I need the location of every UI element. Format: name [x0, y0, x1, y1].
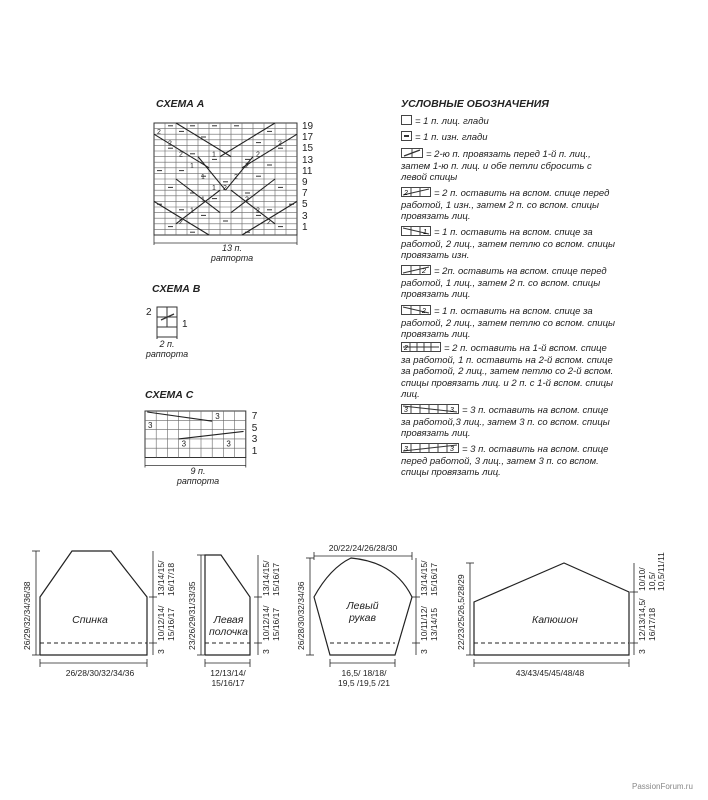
cell-symbol-number: 3	[181, 439, 187, 449]
cell-symbol-number: 2	[179, 218, 183, 226]
sleeve-right-top: 13/14/15/ 15/16/17	[419, 560, 439, 596]
schema-b-repeat-label: 2 п. раппорта	[145, 339, 189, 359]
cell-symbol-number: 2	[245, 162, 249, 170]
cell-symbol-number: 3	[215, 411, 220, 421]
schema-a-row-number: 3	[302, 210, 308, 222]
schema-a-row-number: 17	[302, 132, 314, 144]
schema-a-title: СХЕМА А	[156, 98, 205, 110]
schema-a-row-number: 19	[302, 121, 314, 132]
cell-symbol-number: 2	[168, 140, 172, 148]
svg-text:3: 3	[450, 446, 454, 453]
front-piece-label: Левая полочка	[209, 614, 248, 638]
legend-title: УСЛОВНЫЕ ОБОЗНАЧЕНИЯ	[401, 98, 549, 110]
legend-item-cross3b: 3 3 = 3 п. оставить на вспом. спице за работой,3 лиц., затем 3 п. со вспом. спицы провязать лиц.	[401, 405, 610, 439]
cell-symbol-number: 3	[226, 439, 231, 449]
back-piece-outline	[40, 551, 147, 655]
sleeve-right-mid: 10/11/12/ 13/14/15	[419, 606, 439, 641]
legend-item-slip: = 2-ю п. провязать перед 1-й п. лиц., затем 1-ю п. лиц. и обе петли сбросить с левой спицы	[401, 149, 592, 183]
back-dimension-lines	[32, 551, 157, 667]
sleeve-piece-label: Левый рукав	[346, 600, 379, 624]
svg-text:2: 2	[404, 190, 408, 197]
cell-symbol-number: 2	[278, 140, 282, 148]
legend-item-cross1b: 1 = 1 п. оставить на вспом. спице за работой, 2 лиц., затем петлю со вспом. спицы провязать изн.	[401, 227, 616, 261]
schema-a-row-number: 5	[302, 199, 308, 211]
front-bottom-width: 12/13/14/ 15/16/17	[210, 668, 246, 688]
svg-text:2: 2	[422, 268, 426, 275]
back-right-mid: 10/12/14/ 15/16/17	[156, 605, 176, 641]
schema-a-repeat-label: 13 п. раппорта	[210, 243, 254, 263]
cell-symbol-number: 2	[179, 151, 183, 159]
cell-symbol-number: 2	[223, 185, 227, 193]
cell-symbol-number: 2	[234, 174, 238, 181]
legend-item-cross2p: 2 = 2 п. оставить на вспом. спице перед работой, 1 изн., затем 2 п. со вспом. спицы провязать лиц.	[401, 188, 610, 222]
schema-c-title: СХЕМА С	[145, 389, 194, 401]
svg-text:3: 3	[404, 446, 408, 453]
schema-a-row-number: 7	[302, 188, 308, 200]
hood-piece-outline	[474, 563, 629, 655]
back-piece-label: Спинка	[72, 614, 108, 626]
hood-right-top: 10/10/ 10,5/ 10,5/11/11	[637, 552, 666, 591]
svg-text:3: 3	[404, 407, 408, 414]
cell-symbol-number: 1	[201, 174, 205, 181]
front-dimension-lines	[197, 555, 262, 667]
schema-b-title: СХЕМА В	[152, 283, 201, 295]
schema-a-row-number: 15	[302, 143, 314, 155]
legend-item-cross3f: 3 3 = 3 п. оставить на вспом. спице перед работой, 3 лиц., затем 3 п. со вспом. спицы провязать лиц.	[401, 444, 609, 478]
legend-item-purl: = 1 п. изн. глади	[401, 131, 616, 144]
schema-a-row-number: 13	[302, 154, 314, 166]
schema-c-row-number: 3	[251, 434, 258, 446]
svg-text:3: 3	[450, 407, 454, 414]
svg-text:2: 2	[404, 345, 408, 352]
back-right-top: 13/14/15/ 16/17/18	[156, 560, 176, 596]
schema-c-repeat-label: 9 п. раппорта	[176, 466, 220, 486]
schema-b-row-1: 1	[182, 319, 188, 330]
cell-symbol-number: 3	[148, 421, 153, 431]
svg-text:1: 1	[423, 229, 427, 236]
cell-symbol-number: 1	[201, 196, 205, 204]
cell-symbol-number: 2	[267, 218, 271, 226]
schema-a-row-number: 1	[302, 221, 308, 233]
legend-item-cross2f: 2 = 2п. оставить на вспом. спице перед работой, 1 лиц., затем 2 п. со вспом. спицы провязать лиц.	[401, 266, 607, 300]
cell-symbol-number: 2	[256, 151, 260, 159]
schema-a-row-number: 9	[302, 177, 308, 188]
back-bottom-width: 26/28/30/32/34/36	[65, 668, 135, 678]
legend-item-cross1bk: 2 = 1 п. оставить на вспом. спице за работой, 2 лиц., затем петлю со вспом. спицы провязать лиц.	[401, 306, 616, 340]
hood-left-height: 22/23/25/26,5/28/29	[456, 574, 466, 650]
front-left-height: 23/26/29/31/33/35	[187, 581, 197, 650]
schema-b-row-2: 2	[146, 307, 152, 318]
cell-symbol-number: 1	[190, 207, 194, 215]
hood-right-mid: 12/13/14,5/ 16/17/18	[637, 598, 657, 641]
cell-symbol-number: 1	[212, 185, 216, 193]
schema-a-row-number: 11	[302, 165, 313, 177]
sleeve-bottom-width: 16,5/ 18/18/ 19,5 /19,5 /21	[338, 668, 390, 688]
legend-item-knit: = 1 п. лиц. глади	[401, 115, 616, 128]
cell-symbol-number: 2	[256, 207, 260, 215]
sleeve-right-bottom: 3	[419, 649, 429, 654]
front-piece-outline	[205, 555, 250, 655]
svg-text:2: 2	[422, 308, 426, 315]
cell-symbol-number: 2	[157, 129, 161, 137]
cell-symbol-number: 1	[190, 162, 194, 170]
hood-bottom-width: 43/43/45/45/48/48	[515, 668, 585, 678]
cell-symbol-number: 1	[212, 151, 216, 159]
back-left-height: 26/29/32/34/36/38	[22, 581, 32, 650]
legend-item-cross5: 2 = 2 п. оставить на 1-й вспом. спице за работой, 1 п. оставить на 2-й вспом. спице за работой, 2 лиц., затем петлю со 2-й вспом. спицы провязать лиц. и 2 п. с 1-й вспом. спицы лиц.	[401, 343, 614, 400]
front-right-top: 13/14/15/ 15/16/17	[261, 560, 281, 596]
schema-c-row-number: 7	[251, 411, 258, 422]
sleeve-left-height: 26/28/30/32/34/36	[296, 581, 306, 650]
back-right-bottom: 3	[156, 649, 166, 654]
schema-c-row-number: 5	[251, 422, 258, 434]
hood-piece-label: Капюшон	[532, 614, 578, 626]
front-right-bottom: 3	[261, 649, 271, 654]
watermark: PassionForum.ru	[632, 782, 693, 791]
hood-right-bottom: 3	[637, 649, 647, 654]
front-right-mid: 10/12/14/ 15/16/17	[261, 605, 281, 641]
sleeve-top-width: 20/22/24/26/28/30	[328, 543, 398, 553]
cell-symbol-number: 2	[245, 196, 249, 204]
schema-c-row-number: 1	[251, 445, 258, 457]
